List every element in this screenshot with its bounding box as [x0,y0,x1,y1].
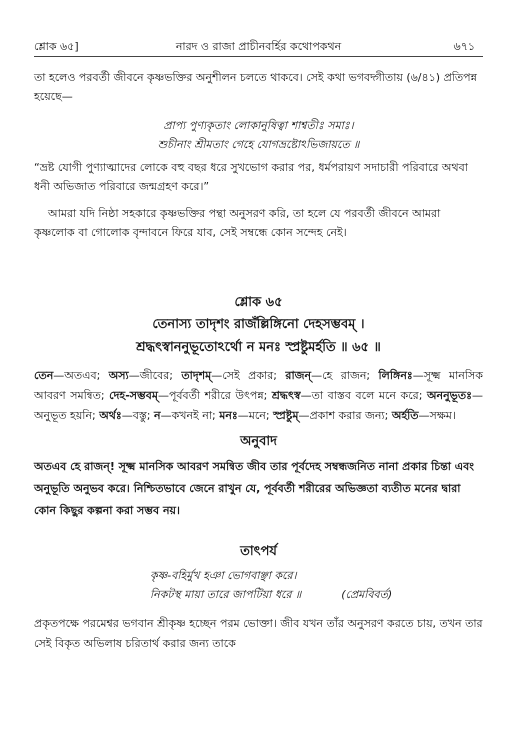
gita-quote-verse [34,116,483,154]
synonym-term: মনঃ [219,409,238,422]
synonym-term: ন [153,409,161,422]
synonym-term: তাদৃশম্ [181,369,212,382]
shloka-line: শ্রদ্ধৎস্বাননুভূতোঽর্থো ন মনঃ স্প্রষ্টুমর্হতি ॥ ৬৫ ॥ [136,340,381,355]
purport-paragraph: প্রকৃতপক্ষে পরমেশ্বর ভগবান শ্রীকৃষ্ণ হচ্ছেন পরম ভোক্তা। জীব যখন তাঁর অনুসরণ করতে চায়, তখন তার সেই বিকৃত অভিলাষ চরিতার্থ করার জন্য তাকে [34,617,483,650]
purport-verse [150,566,483,604]
synonym-term: লিঙ্গিনঃ [378,369,413,382]
synonym-meaning: —বস্তু; [121,409,154,422]
header-rule [34,56,483,57]
page-number: ৬৭১ [453,40,475,53]
synonym-term: রাজন্ [285,369,312,382]
verse-line-text: নিকটস্থ মায়া তারে জাপটিয়া ধরে ॥ [150,588,302,601]
synonym-term: দেহ-সম্ভবম্ [109,389,158,402]
synonym-term: অর্থঃ [99,409,122,422]
synonym-meaning: —কখনই না; [160,409,220,422]
synonym-meaning: —অতএব; [53,369,109,382]
verse-line: কৃষ্ণ-বহির্মুখ হঞা ভোগবাঞ্ছা করে। [150,569,297,582]
synonym-meaning: —সক্ষম। [418,409,456,422]
synonym-term: অর্হতি [391,409,419,422]
verse-line: প্রাপ্য পুণ্যকৃতাং লোকানুষিত্বা শাশ্বতীঃ সমাঃ। [163,119,354,132]
shloka-text [34,313,483,359]
synonym-meaning: —সেই প্রকার; [211,369,286,382]
shloka-heading: শ্লোক ৬৫ [234,295,283,310]
purport-heading: তাৎপর্য [240,544,277,559]
word-for-word-synonyms [34,366,483,426]
synonym-term: তেন [34,369,54,382]
running-header [34,38,483,56]
verse-line: শুচীনাং শ্রীমতাং গেহে যোগভ্রষ্টোঽভিজায়তে ॥ [157,138,360,151]
intro-paragraph: তা হলেও পরবর্তী জীবনে কৃষ্ণভক্তির অনুশীলন চলতে থাকবে। সেই কথা ভগবদ্গীতায় (৬/৪১) প্রতিপন্ন হয়েছে— [34,71,477,103]
synonym-meaning: —হে রাজন; [311,369,379,382]
synonym-meaning: —জীবের; [128,369,182,382]
header-chapter-title: নারদ ও রাজা প্রাচীনবর্হির কথোপকথন [175,40,342,53]
synonym-meaning: —প্রকাশ করার জন্য; [298,409,392,422]
synonym-term: স্প্রষ্টুম্ [273,409,299,422]
verse-line [150,585,483,604]
verse-translation-quote: “ভ্রষ্ট যোগী পুণ্যাত্মাদের লোকে বহু বছর ধরে সুখভোগ করার পর, ধর্মপরায়ণ সদাচারী পরিবারে অথবা ধনী অভিজাত পরিবারে জন্মগ্রহণ করে।” [34,161,468,193]
translation-heading: অনুবাদ [240,434,277,449]
synonym-meaning: —সূক্ষ্ম মানসিক আবরণ সমন্বিত; [34,369,483,402]
synonym-term: অননুভূতঃ [427,389,472,402]
synonym-term: অস্য [108,369,129,382]
synonym-term: শ্রদ্ধৎস্ব [271,389,301,402]
header-verse-ref: শ্লোক ৬৫] [34,40,79,53]
synonym-meaning: —তা বাস্তব বলে মনে করে; [300,389,428,402]
synonym-meaning: —অনুভূত হয়নি; [34,389,483,422]
shloka-line: তেনাস্য তাদৃশং রাজঁল্লিঙ্গিনো দেহসম্ভবম্ । [152,317,365,332]
conclusion-paragraph: আমরা যদি নিষ্ঠা সহকারে কৃষ্ণভক্তির পন্থা অনুসরণ করি, তা হলে যে পরবর্তী জীবনে আমরা কৃষ্ণলোক বা গোলোক বৃন্দাবনে ফিরে যাব, সেই সম্বন্ধে কোন সন্দেহ নেই। [34,207,441,239]
synonym-meaning: —পূর্ববর্তী শরীরে উৎপন্ন; [157,389,272,402]
translation-text: অতএব হে রাজন্! সূক্ষ্ম মানসিক আবরণ সমন্বিত জীব তার পূর্বদেহ সম্বন্ধজনিত নানা প্রকার চিন্তা এবং অনুভূতি অনুভব করে। নিশ্চিতভাবে জেনে রাখুন যে, পূর্ববর্তী শরীরের অভিজ্ঞতা ব্যতীত মনের দ্বারা কোন কিছুর কল্পনা করা সম্ভব নয়। [34,460,475,517]
verse-source: (প্রেমবিবর্ত) [341,588,393,601]
synonym-meaning: —মনে; [237,409,274,422]
